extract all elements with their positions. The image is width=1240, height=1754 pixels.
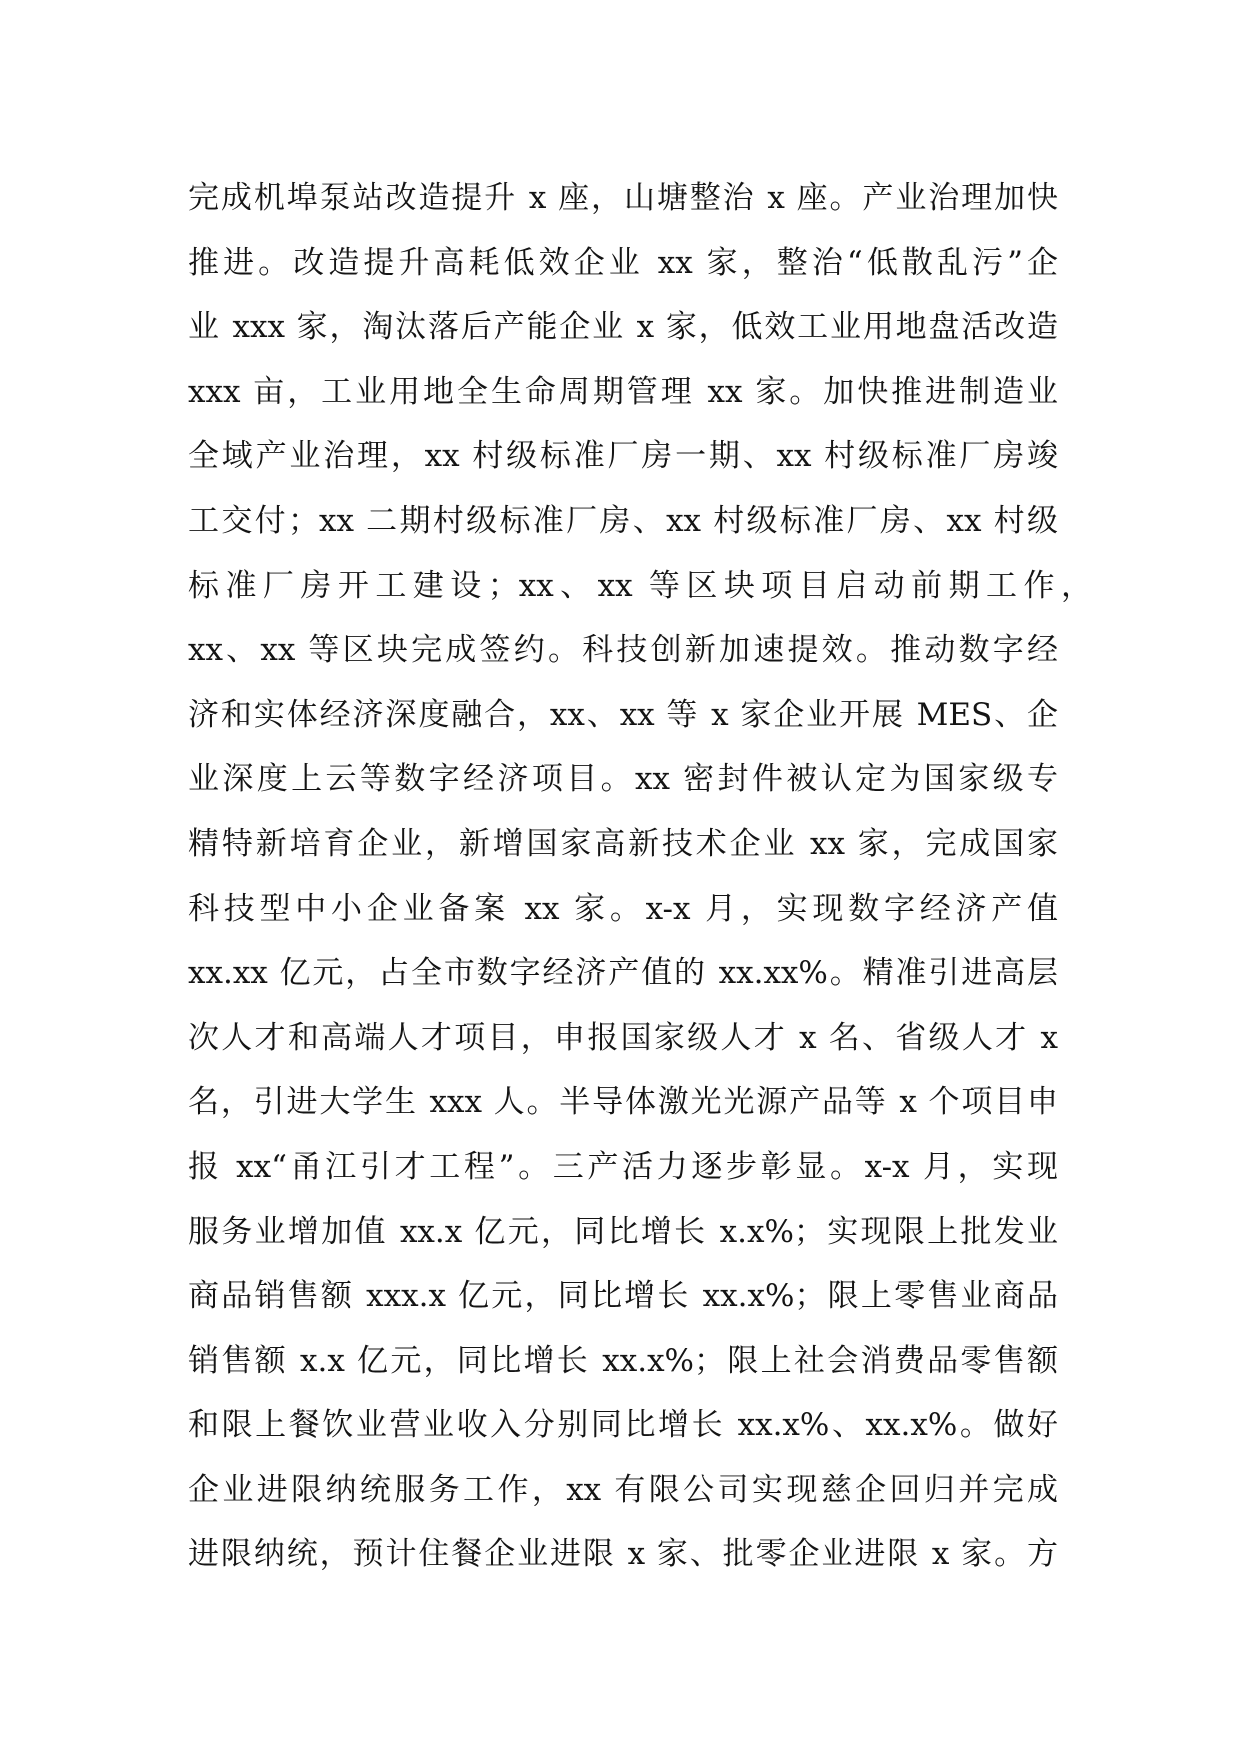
text-line: 推进。改造提升高耗低效企业 xx 家，整治“低散乱污”企 — [188, 244, 1058, 281]
text-line: 企业进限纳统服务工作，xx 有限公司实现慈企回归并完成 — [188, 1471, 1058, 1508]
text-line: xx、xx 等区块完成签约。科技创新加速提效。推动数字经 — [188, 632, 1058, 669]
text-line: 服务业增加值 xx.x 亿元，同比增长 x.x%；实现限上批发业 — [188, 1213, 1058, 1250]
text-line: 完成机埠泵站改造提升 x 座，山塘整治 x 座。产业治理加快 — [188, 180, 1058, 216]
text-line: 名，引进大学生 xxx 人。半导体激光光源产品等 x 个项目申 — [188, 1084, 1058, 1121]
text-line: 全域产业治理，xx 村级标准厂房一期、xx 村级标准厂房竣 — [188, 438, 1058, 475]
text-line: 精特新培育企业，新增国家高新技术企业 xx 家，完成国家 — [188, 825, 1058, 862]
text-line: 进限纳统，预计住餐企业进限 x 家、批零企业进限 x 家。方 — [188, 1536, 1058, 1573]
text-line: 工交付；xx 二期村级标准厂房、xx 村级标准厂房、xx 村级 — [188, 502, 1058, 539]
text-line: xxx 亩，工业用地全生命周期管理 xx 家。加快推进制造业 — [188, 373, 1058, 410]
text-line: 商品销售额 xxx.x 亿元，同比增长 xx.x%；限上零售业商品 — [188, 1278, 1058, 1315]
text-line: 业 xxx 家，淘汰落后产能企业 x 家，低效工业用地盘活改造 — [188, 309, 1058, 346]
text-line: 业深度上云等数字经济项目。xx 密封件被认定为国家级专 — [188, 761, 1058, 798]
text-line: 销售额 x.x 亿元，同比增长 xx.x%；限上社会消费品零售额 — [188, 1342, 1058, 1379]
text-line: 报 xx“甬江引才工程”。三产活力逐步彰显。x-x 月，实现 — [188, 1148, 1058, 1185]
text-line: 济和实体经济深度融合，xx、xx 等 x 家企业开展 MES、企 — [188, 696, 1058, 733]
text-line: xx.xx 亿元，占全市数字经济产值的 xx.xx%。精准引进高层 — [188, 955, 1058, 992]
body-paragraph — [188, 166, 1092, 1587]
text-line: 标准厂房开工建设；xx、xx 等区块项目启动前期工作， — [188, 567, 1092, 604]
text-line: 和限上餐饮业营业收入分别同比增长 xx.x%、xx.x%。做好 — [188, 1407, 1058, 1444]
text-line: 次人才和高端人才项目，申报国家级人才 x 名、省级人才 x — [188, 1019, 1058, 1056]
text-line: 科技型中小企业备案 xx 家。x-x 月，实现数字经济产值 — [188, 890, 1058, 927]
